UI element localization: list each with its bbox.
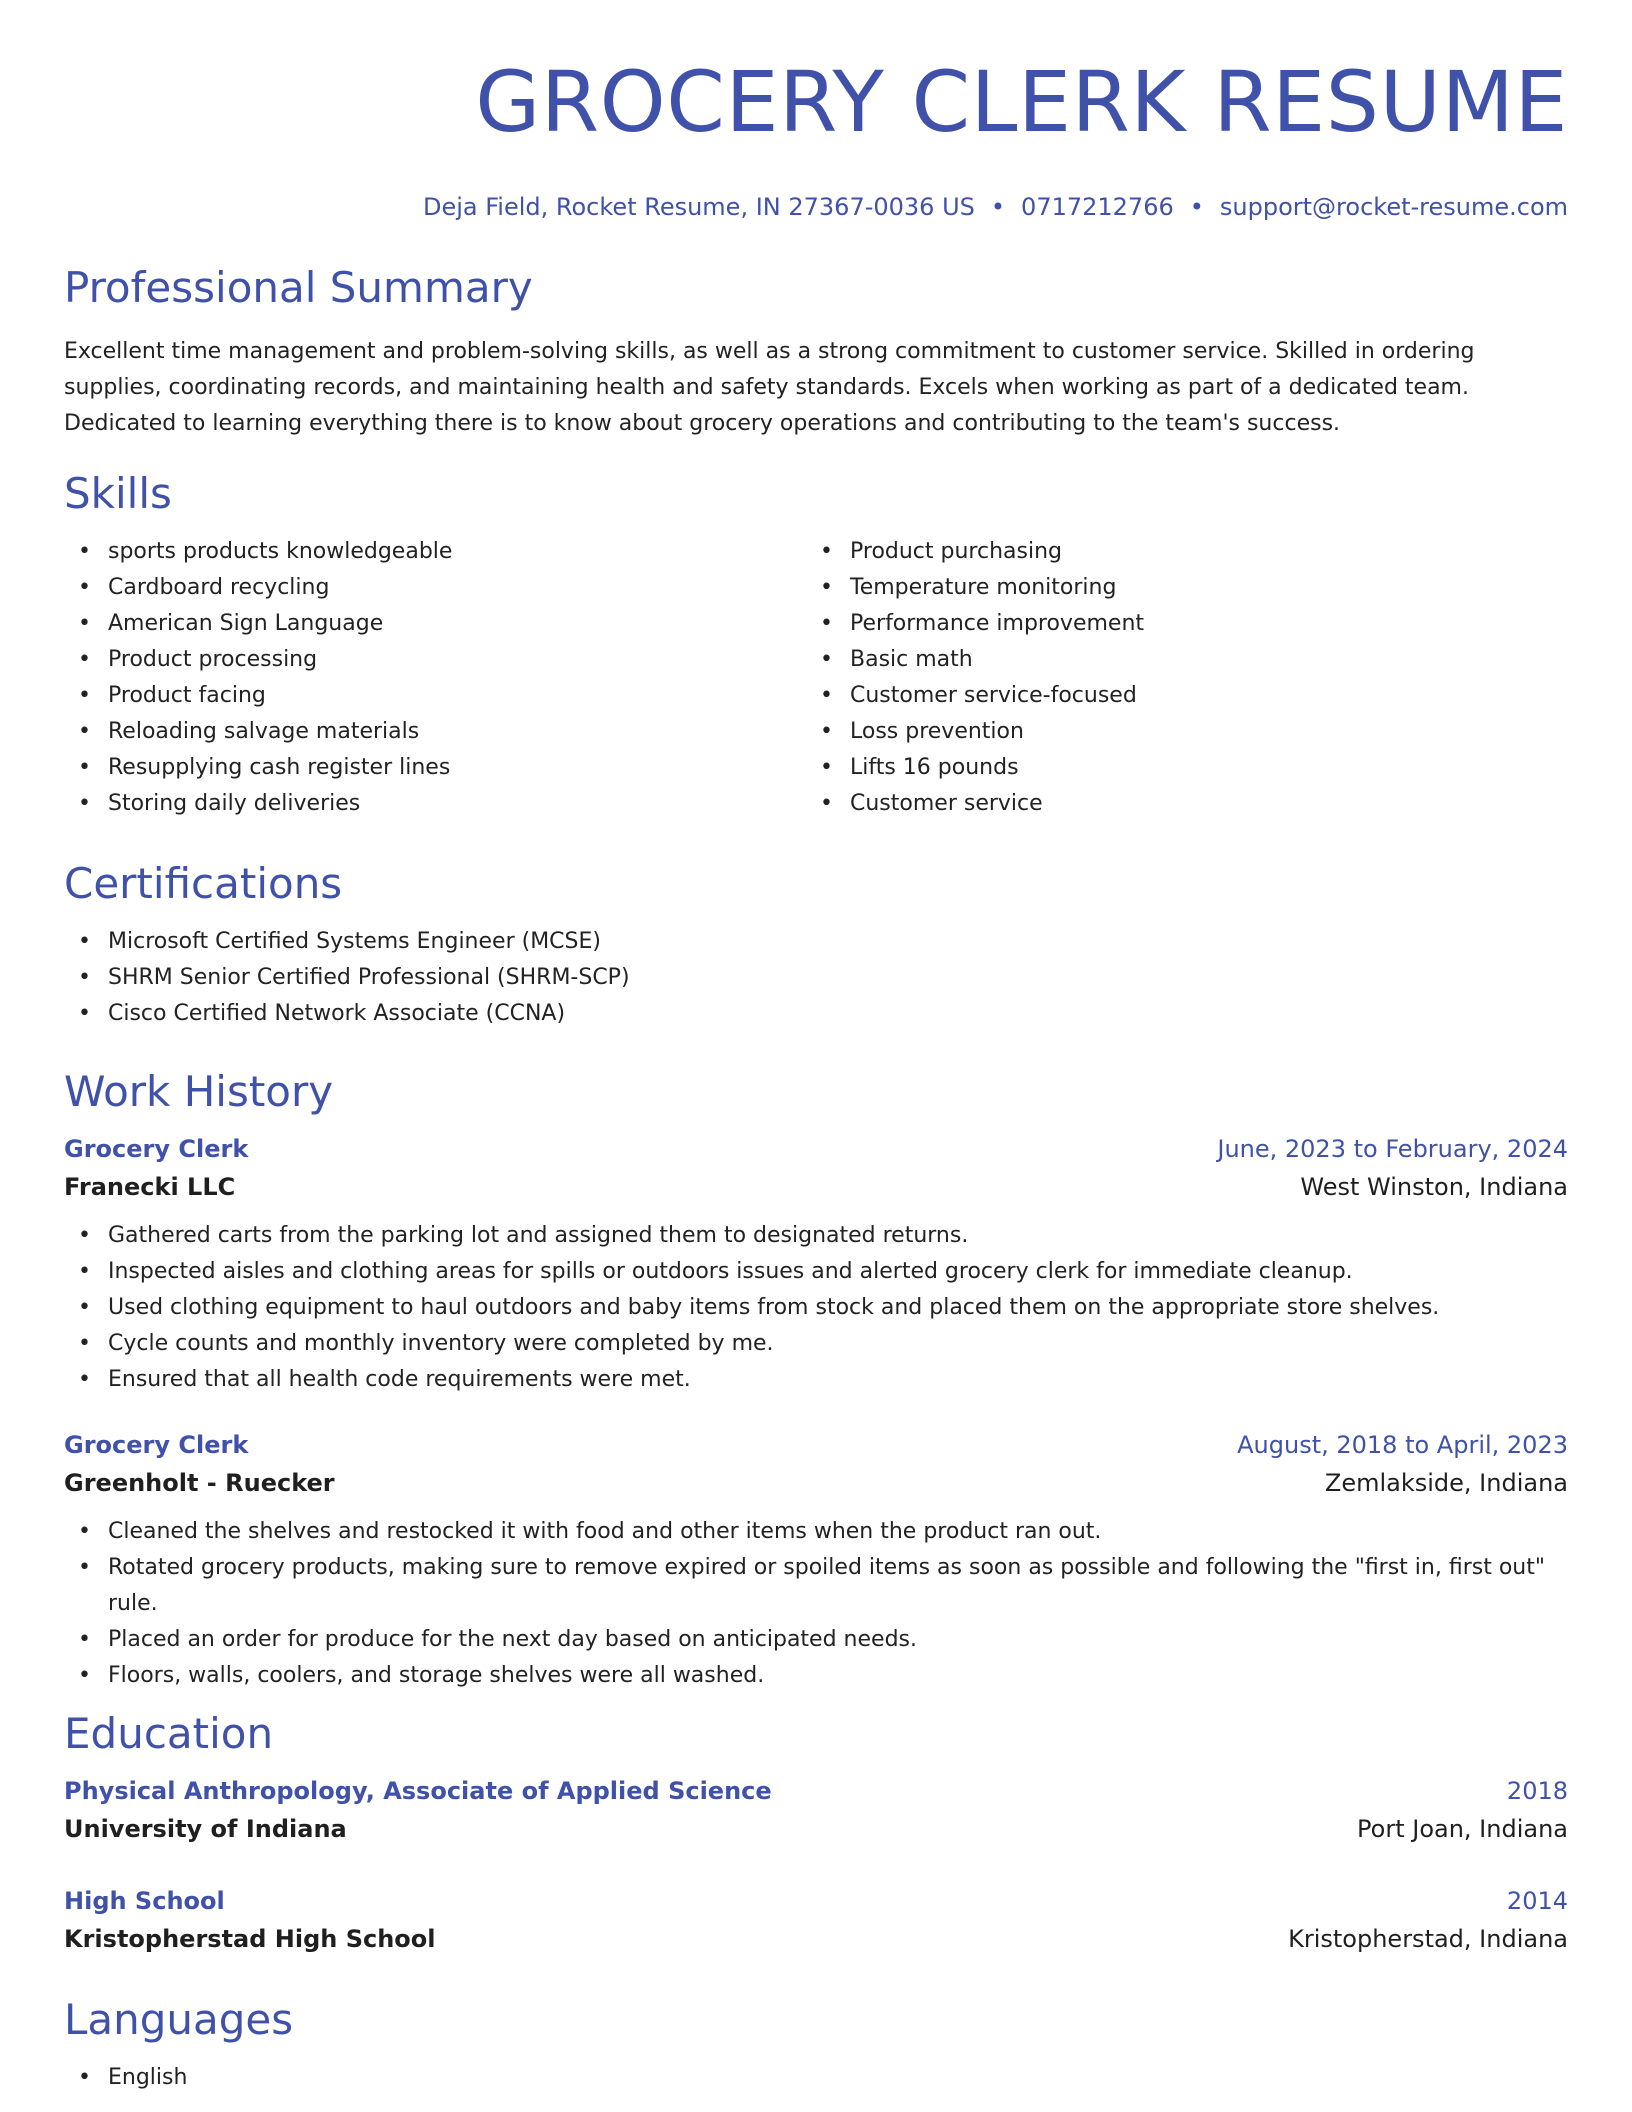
skill-item: • Lifts 16 pounds <box>806 750 1548 786</box>
skill-item: • Resupplying cash register lines <box>64 750 806 786</box>
job-duty: • Placed an order for produce for the next day based on anticipated needs. <box>64 1622 1568 1658</box>
job-duty: • Floors, walls, coolers, and storage shelves were all washed. <box>64 1658 1568 1694</box>
language-item: • English <box>64 2060 1568 2096</box>
education-year: 2014 <box>1506 1887 1568 1915</box>
education-section <box>64 1708 1568 1958</box>
job-duty: • Cycle counts and monthly inventory were completed by me. <box>64 1326 1568 1362</box>
job-duty: • Cleaned the shelves and restocked it with food and other items when the product ran out. <box>64 1514 1568 1550</box>
languages-section <box>64 1994 1568 2096</box>
summary-text: Excellent time management and problem-solving skills, as well as a strong commitment to customer service. Skilled in ordering supplies, coordinating records, and maintaining health and safety standards. Excels when working as part of a dedicated team. Dedicated to learning everything there is to know about grocery operations and contributing to the team's success. <box>64 339 1475 436</box>
resume-header <box>64 0 1568 222</box>
job-company-row <box>64 1464 1568 1502</box>
section-heading-skills: Skills <box>64 469 172 518</box>
education-header-row <box>64 1772 1568 1810</box>
contact-phone: 0717212766 <box>1021 193 1174 221</box>
education-school-row <box>64 1810 1568 1848</box>
job-duty: • Ensured that all health code requirements were met. <box>64 1362 1568 1398</box>
job-header-row <box>64 1130 1568 1168</box>
section-heading-work: Work History <box>64 1067 334 1116</box>
job-company-row <box>64 1168 1568 1206</box>
job-dates: June, 2023 to February, 2024 <box>1217 1135 1568 1163</box>
skill-item: • sports products knowledgeable <box>64 534 806 570</box>
languages-list <box>64 2060 1568 2096</box>
job-entry <box>64 1426 1568 1694</box>
job-title: Grocery Clerk <box>64 1431 249 1459</box>
skill-item: • Product processing <box>64 642 806 678</box>
skills-grid <box>64 534 1568 822</box>
job-duty: • Gathered carts from the parking lot and assigned them to designated returns. <box>64 1218 1568 1254</box>
education-location: Kristopherstad, Indiana <box>1288 1925 1568 1953</box>
skill-item: • Performance improvement <box>806 606 1548 642</box>
section-heading-summary: Professional Summary <box>64 263 533 312</box>
education-year: 2018 <box>1506 1777 1568 1805</box>
job-duty: • Used clothing equipment to haul outdoors and baby items from stock and placed them on the appropriate store shelves. <box>64 1290 1568 1326</box>
skill-item: • Storing daily deliveries <box>64 786 806 822</box>
job-duties-list <box>64 1514 1568 1694</box>
contact-line <box>64 192 1568 222</box>
section-heading-certifications: Certifications <box>64 859 343 908</box>
education-degree: High School <box>64 1887 225 1915</box>
section-heading-languages: Languages <box>64 1995 294 2044</box>
skill-item: • American Sign Language <box>64 606 806 642</box>
education-header-row <box>64 1882 1568 1920</box>
certification-item: • Cisco Certified Network Associate (CCNA) <box>64 996 1568 1032</box>
education-school: University of Indiana <box>64 1815 347 1843</box>
skill-item: • Reloading salvage materials <box>64 714 806 750</box>
skill-item: • Customer service <box>806 786 1548 822</box>
education-school-row <box>64 1920 1568 1958</box>
skill-item: • Basic math <box>806 642 1548 678</box>
skills-list-right <box>806 534 1548 822</box>
job-header-row <box>64 1426 1568 1464</box>
section-heading-education: Education <box>64 1709 274 1758</box>
skills-section <box>64 468 1568 822</box>
skill-item: • Product purchasing <box>806 534 1548 570</box>
skill-item: • Customer service-focused <box>806 678 1548 714</box>
education-degree: Physical Anthropology, Associate of Applied Science <box>64 1777 772 1805</box>
education-school: Kristopherstad High School <box>64 1925 436 1953</box>
skill-item: • Loss prevention <box>806 714 1548 750</box>
education-entry <box>64 1772 1568 1848</box>
work-history-section <box>64 1066 1568 1694</box>
job-duties-list <box>64 1218 1568 1398</box>
skill-item: • Cardboard recycling <box>64 570 806 606</box>
certifications-section <box>64 858 1568 1032</box>
job-title: Grocery Clerk <box>64 1135 249 1163</box>
job-company: Greenholt - Ruecker <box>64 1469 335 1497</box>
skill-item: • Product facing <box>64 678 806 714</box>
job-duty: • Inspected aisles and clothing areas for spills or outdoors issues and alerted grocery clerk for immediate cleanup. <box>64 1254 1568 1290</box>
contact-email[interactable]: support@rocket-resume.com <box>1219 193 1568 221</box>
certifications-list <box>64 924 1568 1032</box>
job-duty: • Rotated grocery products, making sure to remove expired or spoiled items as soon as possible and following the "first in, first out" rule. <box>64 1550 1568 1622</box>
resume-title: GROCERY CLERK RESUME <box>475 53 1568 151</box>
contact-address: Deja Field, Rocket Resume, IN 27367-0036 US <box>423 193 975 221</box>
summary-section <box>64 262 1568 442</box>
certification-item: • Microsoft Certified Systems Engineer (MCSE) <box>64 924 1568 960</box>
job-company: Franecki LLC <box>64 1173 236 1201</box>
job-location: West Winston, Indiana <box>1300 1173 1568 1201</box>
education-entry <box>64 1882 1568 1958</box>
certification-item: • SHRM Senior Certified Professional (SHRM-SCP) <box>64 960 1568 996</box>
skills-list-left <box>64 534 806 822</box>
job-dates: August, 2018 to April, 2023 <box>1237 1431 1568 1459</box>
job-entry <box>64 1130 1568 1398</box>
contact-separator: • <box>1189 193 1204 221</box>
skill-item: • Temperature monitoring <box>806 570 1548 606</box>
contact-separator: • <box>990 193 1006 221</box>
education-location: Port Joan, Indiana <box>1357 1815 1568 1843</box>
job-location: Zemlakside, Indiana <box>1324 1469 1568 1497</box>
